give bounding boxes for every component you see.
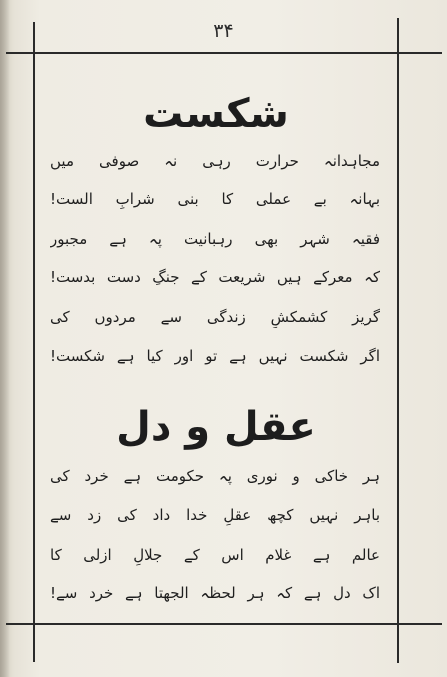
poem-title-shikast: شکست: [143, 91, 289, 137]
bottom-border-line: [6, 623, 442, 625]
poem1-line-5: گریز کشمکشِ زندگی سے مردوں کی: [50, 308, 380, 326]
poem-title-aql-o-dil: عقل و دل: [116, 404, 316, 450]
spine-shadow: [0, 0, 10, 677]
page-number: ۳۴: [213, 20, 234, 42]
poem2-line-2: باہر نہیں کچھ عقلِ خدا داد کی زد سے: [50, 506, 380, 524]
poem2-line-1: ہر خاکی و نوری پہ حکومت ہے خرد کی: [50, 467, 380, 485]
poem1-line-2: بہانہ بے عملی کا بنی شرابِ الست!: [50, 190, 380, 208]
poem1-line-1: مجاہدانہ حرارت رہی نہ صوفی میں: [50, 152, 380, 170]
poem1-line-3: فقیہ شہر بھی رہبانیت پہ ہے مجبور: [50, 230, 380, 248]
top-border-line: [6, 52, 442, 54]
poem2-line-4: اک دل ہے کہ ہر لحظہ الجھتا ہے خرد سے!: [50, 584, 380, 602]
right-border-line: [397, 18, 399, 663]
poem1-line-6: اگر شکست نہیں ہے تو اور کیا ہے شکست!: [50, 347, 380, 365]
poem2-line-3: عالم ہے غلام اس کے جلالِ ازلی کا: [50, 546, 380, 564]
poem1-line-4: کہ معرکے ہیں شریعت کے جنگِ دست بدست!: [50, 268, 380, 286]
